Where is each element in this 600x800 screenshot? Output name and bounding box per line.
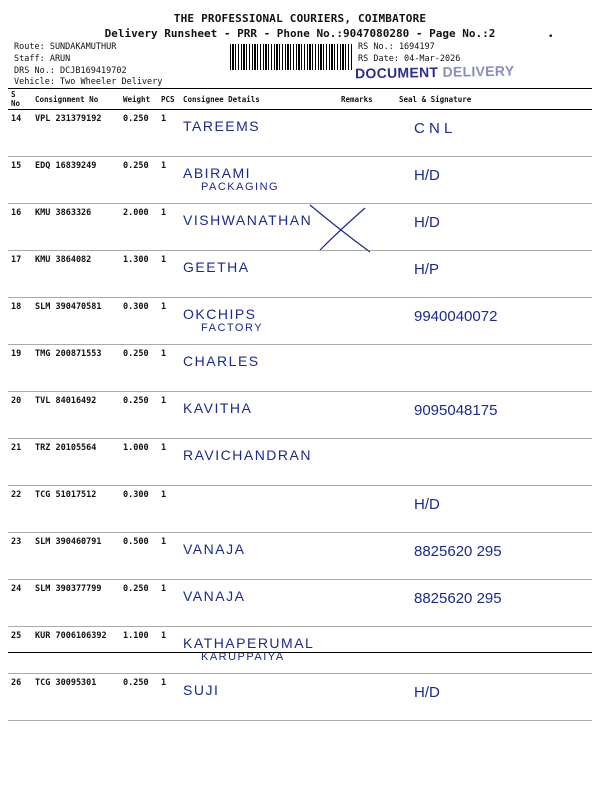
consignee-name (180, 580, 338, 627)
consignee-name (180, 486, 338, 533)
remarks (338, 251, 396, 298)
rs-number: RS No.: 1694197 (358, 42, 435, 52)
pieces: 1 (158, 533, 180, 580)
seal-signature: H/D (396, 204, 592, 251)
runsheet-table (8, 88, 592, 721)
pieces: 1 (158, 345, 180, 392)
col-consignee: Consignee Details (180, 89, 338, 110)
consignee-name (180, 345, 338, 392)
seal-signature: 9095048175 (396, 392, 592, 439)
consignee-line-2: FACTORY (201, 322, 264, 334)
pieces: 1 (158, 392, 180, 439)
seal-signature: C N L (396, 110, 592, 157)
pieces: 1 (158, 439, 180, 486)
consignee-name (180, 533, 338, 580)
table-row (8, 392, 592, 439)
consignee-name (180, 157, 338, 204)
consignment-number: SLM 390460791 (32, 533, 120, 580)
remarks (338, 580, 396, 627)
consignee-line-1: RAVICHANDRAN (183, 447, 312, 463)
consignee-line-1: VANAJA (183, 588, 246, 604)
consignee-line-1: VANAJA (183, 541, 246, 557)
bottom-border (8, 652, 592, 653)
remarks (338, 345, 396, 392)
pieces: 1 (158, 580, 180, 627)
serial-number: 26 (8, 674, 32, 721)
table-row (8, 157, 592, 204)
serial-number: 22 (8, 486, 32, 533)
pieces: 1 (158, 157, 180, 204)
serial-number: 24 (8, 580, 32, 627)
remarks (338, 110, 396, 157)
consignment-number: TRZ 20105564 (32, 439, 120, 486)
col-sno: S No (8, 89, 32, 110)
table-row (8, 345, 592, 392)
remarks (338, 486, 396, 533)
consignee-line-2: KARUPPAIYA (201, 651, 285, 663)
consignee-name (180, 627, 338, 674)
seal-signature: H/D (396, 486, 592, 533)
serial-number: 18 (8, 298, 32, 345)
consignment-number: SLM 390377799 (32, 580, 120, 627)
cross-mark (305, 200, 375, 255)
pieces: 1 (158, 627, 180, 674)
consignment-number: EDQ 16839249 (32, 157, 120, 204)
pieces: 1 (158, 204, 180, 251)
serial-number: 14 (8, 110, 32, 157)
seal-signature (396, 627, 592, 674)
consignment-number: KUR 7006106392 (32, 627, 120, 674)
table-row (8, 674, 592, 721)
consignee-name (180, 251, 338, 298)
remarks (338, 298, 396, 345)
consignment-number: KMU 3863326 (32, 204, 120, 251)
weight: 0.300 (120, 486, 158, 533)
seal-signature: 8825620 295 (396, 533, 592, 580)
col-remarks: Remarks (338, 89, 396, 110)
consignment-number: TMG 200871553 (32, 345, 120, 392)
table-row (8, 439, 592, 486)
table-header-row (8, 89, 592, 110)
serial-number: 25 (8, 627, 32, 674)
serial-number: 16 (8, 204, 32, 251)
weight: 1.300 (120, 251, 158, 298)
document-delivery-stamp: DOCUMENT DELIVERY (354, 62, 515, 82)
consignee-name (180, 298, 338, 345)
serial-number: 17 (8, 251, 32, 298)
serial-number: 20 (8, 392, 32, 439)
table-row (8, 627, 592, 674)
dot-mark: • (548, 32, 554, 42)
seal-signature (396, 345, 592, 392)
weight: 0.250 (120, 392, 158, 439)
weight: 0.500 (120, 533, 158, 580)
runsheet-subtitle: Delivery Runsheet - PRR - Phone No.:9047080280 - Page No.:2 (104, 27, 496, 40)
weight: 0.250 (120, 110, 158, 157)
consignment-number: TCG 30095301 (32, 674, 120, 721)
consignee-name (180, 674, 338, 721)
weight: 1.100 (120, 627, 158, 674)
consignee-line-1: VISHWANATHAN (183, 212, 313, 228)
pieces: 1 (158, 486, 180, 533)
consignee-name (180, 439, 338, 486)
pieces: 1 (158, 251, 180, 298)
consignee-name (180, 392, 338, 439)
remarks (338, 674, 396, 721)
consignee-line-1: ABIRAMI (183, 165, 252, 181)
seal-signature: H/D (396, 157, 592, 204)
weight: 0.300 (120, 298, 158, 345)
seal-signature: 9940040072 (396, 298, 592, 345)
weight: 0.250 (120, 674, 158, 721)
barcode-image (230, 44, 352, 70)
col-pcs: PCS (158, 89, 180, 110)
table-row (8, 251, 592, 298)
table-row (8, 486, 592, 533)
serial-number: 21 (8, 439, 32, 486)
consignment-number: TVL 84016492 (32, 392, 120, 439)
remarks (338, 627, 396, 674)
rs-date: RS Date: 04-Mar-2026 (358, 54, 461, 64)
weight: 1.000 (120, 439, 158, 486)
company-title: THE PROFESSIONAL COURIERS, COIMBATORE (173, 12, 427, 25)
remarks (338, 157, 396, 204)
col-seal: Seal & Signature (396, 89, 592, 110)
consignee-line-1: GEETHA (183, 259, 250, 275)
vehicle: Vehicle: Two Wheeler Delivery (14, 77, 163, 87)
serial-number: 23 (8, 533, 32, 580)
weight: 0.250 (120, 580, 158, 627)
staff: Staff: ARUN (14, 54, 71, 64)
consignee-line-1: CHARLES (183, 353, 260, 369)
consignee-line-2: PACKAGING (201, 181, 280, 193)
pieces: 1 (158, 298, 180, 345)
seal-signature: H/P (396, 251, 592, 298)
table-row (8, 298, 592, 345)
serial-number: 15 (8, 157, 32, 204)
table-row (8, 110, 592, 157)
remarks (338, 533, 396, 580)
consignee-line-1: KAVITHA (183, 400, 253, 416)
route: Route: SUNDAKAMUTHUR (14, 42, 117, 52)
remarks (338, 392, 396, 439)
consignee-line-1: KATHAPERUMAL (183, 635, 315, 651)
serial-number: 19 (8, 345, 32, 392)
weight: 0.250 (120, 157, 158, 204)
seal-signature (396, 439, 592, 486)
remarks (338, 439, 396, 486)
table-row (8, 204, 592, 251)
weight: 0.250 (120, 345, 158, 392)
consignment-number: SLM 390470581 (32, 298, 120, 345)
table-row (8, 580, 592, 627)
consignee-name (180, 110, 338, 157)
pieces: 1 (158, 110, 180, 157)
col-weight: Weight (120, 89, 158, 110)
consignment-number: VPL 231379192 (32, 110, 120, 157)
weight: 2.000 (120, 204, 158, 251)
consignee-line-1: OKCHIPS (183, 306, 257, 322)
consignee-line-1: TAREEMS (183, 118, 261, 134)
consignee-line-1: SUJI (183, 682, 220, 698)
col-consignment: Consignment No (32, 89, 120, 110)
drs-number: DRS No.: DCJB169419702 (14, 66, 127, 76)
seal-signature: H/D (396, 674, 592, 721)
consignment-number: TCG 51017512 (32, 486, 120, 533)
table-row (8, 533, 592, 580)
pieces: 1 (158, 674, 180, 721)
seal-signature: 8825620 295 (396, 580, 592, 627)
consignment-number: KMU 3864082 (32, 251, 120, 298)
